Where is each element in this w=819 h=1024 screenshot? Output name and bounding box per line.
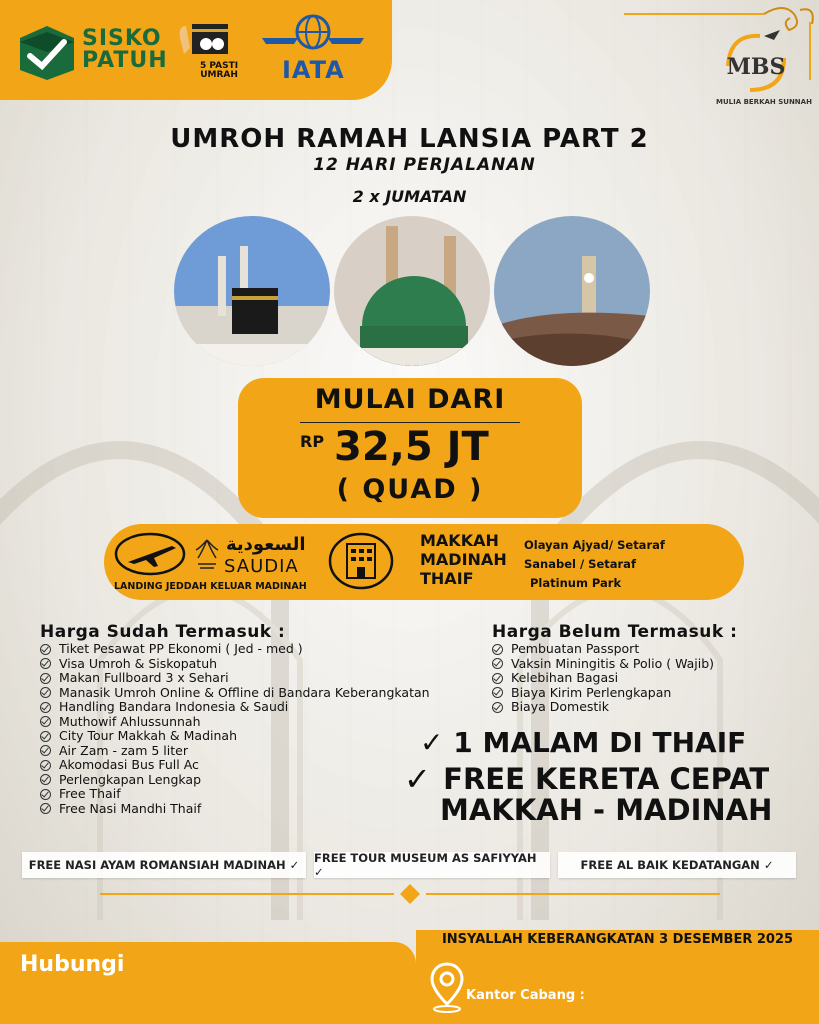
five-pasti-umrah-logo: [200, 62, 238, 80]
flight-hotel-bar: [104, 524, 744, 600]
five-pasti-umrah-kaaba-icon: [176, 18, 236, 66]
contact-panel: [0, 942, 416, 1024]
check-circle-icon: [40, 760, 51, 771]
city-makkah: MAKKAH: [420, 531, 499, 550]
landing-info: LANDING JEDDAH KELUAR MADINAH: [114, 581, 307, 592]
list-item-text: Handling Bandara Indonesia & Saudi: [59, 699, 289, 714]
kaaba-photo: [174, 216, 330, 366]
check-icon: ✓: [420, 726, 444, 759]
list-item: [492, 671, 714, 686]
list-item-text: Manasik Umroh Online & Offline di Bandara Keberangkatan: [59, 684, 430, 700]
check-circle-icon: [40, 774, 51, 785]
pasti-line1: 5 PASTI: [200, 61, 239, 71]
trip-duration: 12 HARI PERJALANAN: [313, 155, 536, 175]
list-item-text: Kelebihan Bagasi: [511, 670, 619, 685]
check-circle-icon: [40, 716, 51, 727]
check-circle-icon: [492, 644, 503, 655]
check-circle-icon: [492, 702, 503, 713]
room-type: ( QUAD ): [336, 474, 484, 505]
list-item-text: Perlengkapan Lengkap: [59, 771, 202, 787]
check-circle-icon: [492, 658, 503, 669]
list-item: [492, 657, 714, 672]
mbs-subtitle: MULIA BERKAH SUNNAH: [716, 98, 812, 106]
train-line1: FREE KERETA CEPAT: [443, 762, 770, 796]
ribbon-nasi-ayam: FREE NASI AYAM ROMANSIAH MADINAH ✓: [22, 852, 306, 878]
price-currency: RP: [300, 432, 325, 451]
saudia-name: SAUDIA: [224, 556, 299, 577]
contact-label: Hubungi: [20, 952, 125, 977]
saudia-palm-icon: [194, 538, 220, 572]
list-item: [40, 642, 430, 657]
list-item: [40, 686, 430, 701]
hotel-makkah: Olayan Ajyad/ Setaraf: [524, 538, 665, 552]
clock-tower-photo: [494, 216, 650, 366]
list-item-text: Air Zam - zam 5 liter: [59, 742, 188, 758]
check-circle-icon: [40, 745, 51, 756]
list-item: [40, 729, 430, 744]
iata-logo: IATA: [282, 56, 345, 84]
price-divider: [300, 422, 520, 423]
list-item-text: Pembuatan Passport: [511, 641, 640, 656]
check-circle-icon: [40, 789, 51, 800]
iata-globe-wings-icon: [260, 14, 366, 58]
price-box: [238, 378, 582, 518]
sisko-line2: PATUH: [82, 48, 168, 73]
city-list: [420, 531, 507, 588]
check-circle-icon: [40, 673, 51, 684]
diamond-divider-icon: [100, 884, 720, 904]
check-circle-icon: [40, 731, 51, 742]
location-pin-icon: [430, 962, 464, 1014]
branch-office-label: Kantor Cabang :: [466, 988, 585, 1003]
list-item: [40, 715, 430, 730]
jumatan-label: 2 x JUMATAN: [352, 187, 467, 206]
train-check-icon: ✓: [404, 760, 431, 798]
page-title: UMROH RAMAH LANSIA PART 2: [170, 124, 649, 154]
check-circle-icon: [40, 687, 51, 698]
hotel-thaif: Platinum Park: [530, 576, 622, 590]
list-item-text: Free Thaif: [59, 786, 121, 801]
green-dome-photo: [334, 216, 490, 366]
train-line2: MAKKAH - MADINAH: [440, 793, 773, 827]
list-item: [40, 787, 430, 802]
list-item: [40, 744, 430, 759]
list-item-text: Free Nasi Mandhi Thaif: [59, 800, 202, 816]
departure-panel: [416, 930, 819, 1024]
list-item: [40, 773, 430, 788]
list-item-text: Tiket Pesawat PP Ekonomi ( Jed - med ): [59, 641, 303, 656]
thaif-highlight: [420, 726, 746, 759]
check-circle-icon: [40, 658, 51, 669]
ribbon-al-baik: FREE AL BAIK KEDATANGAN ✓: [558, 852, 796, 878]
list-item-text: Akomodasi Bus Full Ac: [59, 757, 199, 772]
check-circle-icon: [492, 687, 503, 698]
list-item-text: Biaya Kirim Perlengkapan: [511, 684, 672, 700]
price-amount: 32,5 JT: [334, 424, 489, 470]
pasti-line2: UMRAH: [200, 70, 238, 80]
list-item: [40, 758, 430, 773]
list-item: [492, 686, 714, 701]
excluded-list: [492, 642, 714, 715]
hotel-list: [524, 536, 665, 593]
check-circle-icon: [492, 673, 503, 684]
list-item: [40, 802, 430, 817]
list-item-text: Visa Umroh & Siskopatuh: [59, 655, 218, 671]
list-item: [492, 642, 714, 657]
list-item-text: Makan Fullboard 3 x Sehari: [59, 670, 229, 685]
included-list: [40, 642, 430, 816]
hotel-madinah: Sanabel / Setaraf: [524, 557, 636, 571]
city-madinah: MADINAH: [420, 550, 507, 569]
sisko-line1: SISKO: [82, 26, 162, 51]
hotel-icon: [328, 532, 394, 590]
ribbon-museum: FREE TOUR MUSEUM AS SAFIYYAH ✓: [314, 852, 550, 878]
airplane-icon: [114, 532, 186, 576]
siskopatuh-logo: [82, 28, 168, 72]
excluded-heading: Harga Belum Termasuk :: [492, 622, 738, 642]
list-item-text: Biaya Domestik: [511, 699, 610, 714]
list-item: [40, 700, 430, 715]
mbs-logo-text: MBS: [726, 54, 786, 80]
thaif-highlight-text: 1 MALAM DI THAIF: [453, 726, 747, 759]
included-heading: Harga Sudah Termasuk :: [40, 622, 286, 642]
city-thaif: THAIF: [420, 569, 474, 588]
list-item: [492, 700, 714, 715]
list-item-text: City Tour Makkah & Madinah: [59, 728, 238, 743]
price-label: MULAI DARI: [314, 384, 506, 415]
train-highlight: [440, 764, 772, 826]
check-circle-icon: [40, 803, 51, 814]
list-item: [40, 657, 430, 672]
siskopatuh-kaaba-icon: [16, 22, 78, 84]
list-item: [40, 671, 430, 686]
check-circle-icon: [40, 702, 51, 713]
list-item-text: Vaksin Miningitis & Polio ( Wajib): [511, 655, 715, 671]
saudia-arabic-name: السعودية: [226, 534, 306, 555]
departure-date: INSYALLAH KEBERANGKATAN 3 DESEMBER 2025: [441, 932, 794, 947]
mbs-logo-icon: [720, 26, 792, 98]
check-circle-icon: [40, 644, 51, 655]
list-item-text: Muthowif Ahlussunnah: [59, 713, 201, 729]
